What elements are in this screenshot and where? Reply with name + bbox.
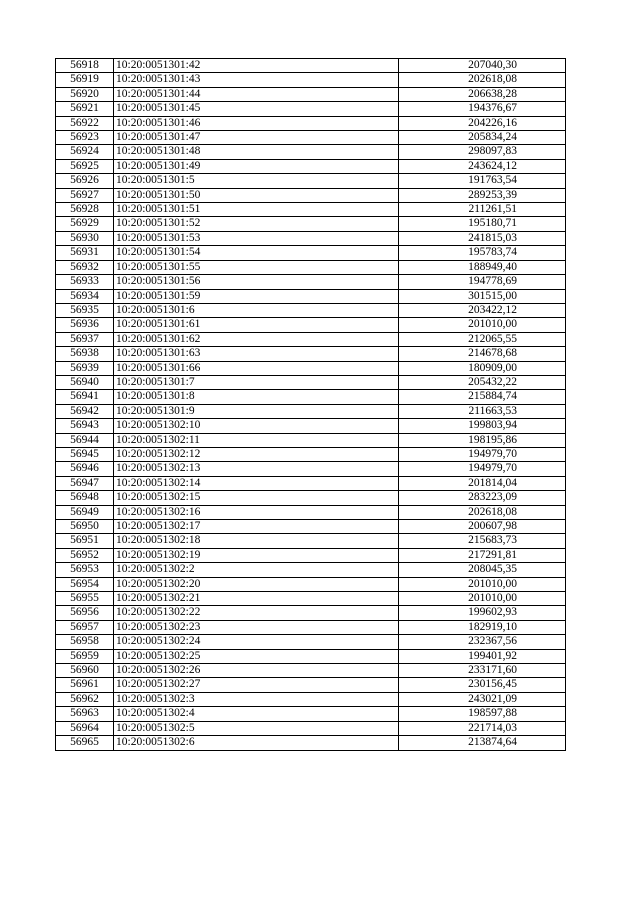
table-row [56,231,566,245]
value-cell: 232367,56 [399,635,566,649]
row-number-cell: 56948 [56,491,114,505]
value-cell: 199803,94 [399,419,566,433]
row-number-cell: 56938 [56,347,114,361]
cadastral-number-cell: 10:20:0051301:62 [114,332,399,346]
cadastral-number-cell: 10:20:0051302:23 [114,620,399,634]
table-row [56,116,566,130]
value-cell: 215683,73 [399,534,566,548]
value-cell: 205834,24 [399,131,566,145]
cadastral-number-cell: 10:20:0051301:47 [114,131,399,145]
table-row [56,375,566,389]
value-cell: 243021,09 [399,692,566,706]
row-number-cell: 56963 [56,707,114,721]
table-row [56,102,566,116]
value-cell: 194979,70 [399,462,566,476]
table-row [56,534,566,548]
cadastral-number-cell: 10:20:0051302:4 [114,707,399,721]
cadastral-number-cell: 10:20:0051302:16 [114,505,399,519]
row-number-cell: 56937 [56,332,114,346]
value-cell: 201010,00 [399,577,566,591]
value-cell: 201814,04 [399,476,566,490]
cadastral-number-cell: 10:20:0051302:12 [114,447,399,461]
table-row [56,131,566,145]
value-cell: 205432,22 [399,375,566,389]
row-number-cell: 56933 [56,275,114,289]
table-row [56,159,566,173]
table-row [56,59,566,73]
cadastral-number-cell: 10:20:0051302:15 [114,491,399,505]
table-row [56,548,566,562]
cadastral-number-cell: 10:20:0051302:19 [114,548,399,562]
cadastral-number-cell: 10:20:0051301:63 [114,347,399,361]
cadastral-number-cell: 10:20:0051301:53 [114,231,399,245]
table-row [56,721,566,735]
table-row [56,303,566,317]
value-cell: 180909,00 [399,361,566,375]
row-number-cell: 56926 [56,174,114,188]
value-cell: 200607,98 [399,520,566,534]
table-row [56,318,566,332]
cadastral-number-cell: 10:20:0051301:8 [114,390,399,404]
table-row [56,361,566,375]
table-row [56,260,566,274]
table-row [56,736,566,750]
cadastral-number-cell: 10:20:0051302:14 [114,476,399,490]
cadastral-number-cell: 10:20:0051302:17 [114,520,399,534]
cadastral-number-cell: 10:20:0051302:26 [114,664,399,678]
table-row [56,404,566,418]
table-row [56,520,566,534]
row-number-cell: 56959 [56,649,114,663]
row-number-cell: 56952 [56,548,114,562]
value-cell: 201010,00 [399,318,566,332]
cadastral-number-cell: 10:20:0051301:59 [114,289,399,303]
cadastral-number-cell: 10:20:0051301:51 [114,203,399,217]
value-cell: 211663,53 [399,404,566,418]
row-number-cell: 56955 [56,592,114,606]
table-row [56,73,566,87]
row-number-cell: 56958 [56,635,114,649]
value-cell: 217291,81 [399,548,566,562]
cadastral-number-cell: 10:20:0051302:18 [114,534,399,548]
cadastral-number-cell: 10:20:0051302:10 [114,419,399,433]
table-row [56,592,566,606]
row-number-cell: 56961 [56,678,114,692]
table-row [56,447,566,461]
value-cell: 199602,93 [399,606,566,620]
cadastral-number-cell: 10:20:0051301:7 [114,375,399,389]
row-number-cell: 56960 [56,664,114,678]
cadastral-number-cell: 10:20:0051301:44 [114,87,399,101]
table-row [56,188,566,202]
value-cell: 188949,40 [399,260,566,274]
cadastral-number-cell: 10:20:0051301:61 [114,318,399,332]
value-cell: 182919,10 [399,620,566,634]
cadastral-number-cell: 10:20:0051302:2 [114,563,399,577]
data-table [55,58,566,751]
value-cell: 202618,08 [399,505,566,519]
row-number-cell: 56957 [56,620,114,634]
cadastral-number-cell: 10:20:0051302:13 [114,462,399,476]
value-cell: 194376,67 [399,102,566,116]
value-cell: 198195,86 [399,433,566,447]
row-number-cell: 56931 [56,246,114,260]
value-cell: 194979,70 [399,447,566,461]
table-row [56,678,566,692]
row-number-cell: 56949 [56,505,114,519]
cadastral-number-cell: 10:20:0051301:9 [114,404,399,418]
row-number-cell: 56922 [56,116,114,130]
table-row [56,620,566,634]
row-number-cell: 56950 [56,520,114,534]
value-cell: 211261,51 [399,203,566,217]
row-number-cell: 56951 [56,534,114,548]
value-cell: 301515,00 [399,289,566,303]
cadastral-number-cell: 10:20:0051302:11 [114,433,399,447]
cadastral-number-cell: 10:20:0051302:24 [114,635,399,649]
value-cell: 198597,88 [399,707,566,721]
table-row [56,174,566,188]
row-number-cell: 56925 [56,159,114,173]
cadastral-number-cell: 10:20:0051301:45 [114,102,399,116]
cadastral-number-cell: 10:20:0051302:22 [114,606,399,620]
cadastral-number-cell: 10:20:0051302:3 [114,692,399,706]
table-row [56,289,566,303]
cadastral-number-cell: 10:20:0051301:66 [114,361,399,375]
table-body [56,59,566,751]
cadastral-number-cell: 10:20:0051301:43 [114,73,399,87]
cadastral-number-cell: 10:20:0051301:56 [114,275,399,289]
row-number-cell: 56946 [56,462,114,476]
table-row [56,707,566,721]
row-number-cell: 56923 [56,131,114,145]
table-row [56,347,566,361]
row-number-cell: 56918 [56,59,114,73]
table-row [56,692,566,706]
row-number-cell: 56947 [56,476,114,490]
value-cell: 202618,08 [399,73,566,87]
row-number-cell: 56930 [56,231,114,245]
value-cell: 207040,30 [399,59,566,73]
table-row [56,275,566,289]
value-cell: 191763,54 [399,174,566,188]
cadastral-number-cell: 10:20:0051301:55 [114,260,399,274]
value-cell: 195180,71 [399,217,566,231]
row-number-cell: 56924 [56,145,114,159]
row-number-cell: 56956 [56,606,114,620]
cadastral-number-cell: 10:20:0051301:54 [114,246,399,260]
table-row [56,649,566,663]
cadastral-number-cell: 10:20:0051301:42 [114,59,399,73]
value-cell: 199401,92 [399,649,566,663]
table-row [56,462,566,476]
cadastral-number-cell: 10:20:0051302:5 [114,721,399,735]
row-number-cell: 56962 [56,692,114,706]
table-row [56,606,566,620]
table-row [56,491,566,505]
table-row [56,505,566,519]
row-number-cell: 56934 [56,289,114,303]
table-row [56,664,566,678]
row-number-cell: 56936 [56,318,114,332]
cadastral-number-cell: 10:20:0051302:25 [114,649,399,663]
table-row [56,87,566,101]
row-number-cell: 56921 [56,102,114,116]
row-number-cell: 56945 [56,447,114,461]
row-number-cell: 56940 [56,375,114,389]
value-cell: 230156,45 [399,678,566,692]
row-number-cell: 56932 [56,260,114,274]
table-row [56,332,566,346]
cadastral-number-cell: 10:20:0051302:6 [114,736,399,750]
value-cell: 206638,28 [399,87,566,101]
row-number-cell: 56935 [56,303,114,317]
value-cell: 241815,03 [399,231,566,245]
cadastral-number-cell: 10:20:0051302:21 [114,592,399,606]
value-cell: 215884,74 [399,390,566,404]
value-cell: 201010,00 [399,592,566,606]
cadastral-number-cell: 10:20:0051301:48 [114,145,399,159]
value-cell: 212065,55 [399,332,566,346]
value-cell: 208045,35 [399,563,566,577]
value-cell: 203422,12 [399,303,566,317]
value-cell: 195783,74 [399,246,566,260]
table-row [56,577,566,591]
row-number-cell: 56953 [56,563,114,577]
value-cell: 298097,83 [399,145,566,159]
table-row [56,563,566,577]
row-number-cell: 56942 [56,404,114,418]
row-number-cell: 56929 [56,217,114,231]
row-number-cell: 56941 [56,390,114,404]
value-cell: 214678,68 [399,347,566,361]
value-cell: 233171,60 [399,664,566,678]
table-row [56,217,566,231]
table-row [56,203,566,217]
table-row [56,635,566,649]
row-number-cell: 56919 [56,73,114,87]
value-cell: 289253,39 [399,188,566,202]
cadastral-number-cell: 10:20:0051302:20 [114,577,399,591]
cadastral-number-cell: 10:20:0051301:46 [114,116,399,130]
cadastral-number-cell: 10:20:0051301:5 [114,174,399,188]
cadastral-number-cell: 10:20:0051301:49 [114,159,399,173]
value-cell: 204226,16 [399,116,566,130]
row-number-cell: 56927 [56,188,114,202]
table-row [56,390,566,404]
table-row [56,246,566,260]
table-row [56,433,566,447]
value-cell: 283223,09 [399,491,566,505]
row-number-cell: 56920 [56,87,114,101]
value-cell: 243624,12 [399,159,566,173]
row-number-cell: 56954 [56,577,114,591]
row-number-cell: 56965 [56,736,114,750]
value-cell: 213874,64 [399,736,566,750]
row-number-cell: 56943 [56,419,114,433]
cadastral-number-cell: 10:20:0051302:27 [114,678,399,692]
table-row [56,145,566,159]
cadastral-number-cell: 10:20:0051301:6 [114,303,399,317]
cadastral-number-cell: 10:20:0051301:50 [114,188,399,202]
cadastral-number-cell: 10:20:0051301:52 [114,217,399,231]
value-cell: 194778,69 [399,275,566,289]
row-number-cell: 56964 [56,721,114,735]
table-row [56,476,566,490]
value-cell: 221714,03 [399,721,566,735]
row-number-cell: 56928 [56,203,114,217]
row-number-cell: 56939 [56,361,114,375]
row-number-cell: 56944 [56,433,114,447]
table-row [56,419,566,433]
